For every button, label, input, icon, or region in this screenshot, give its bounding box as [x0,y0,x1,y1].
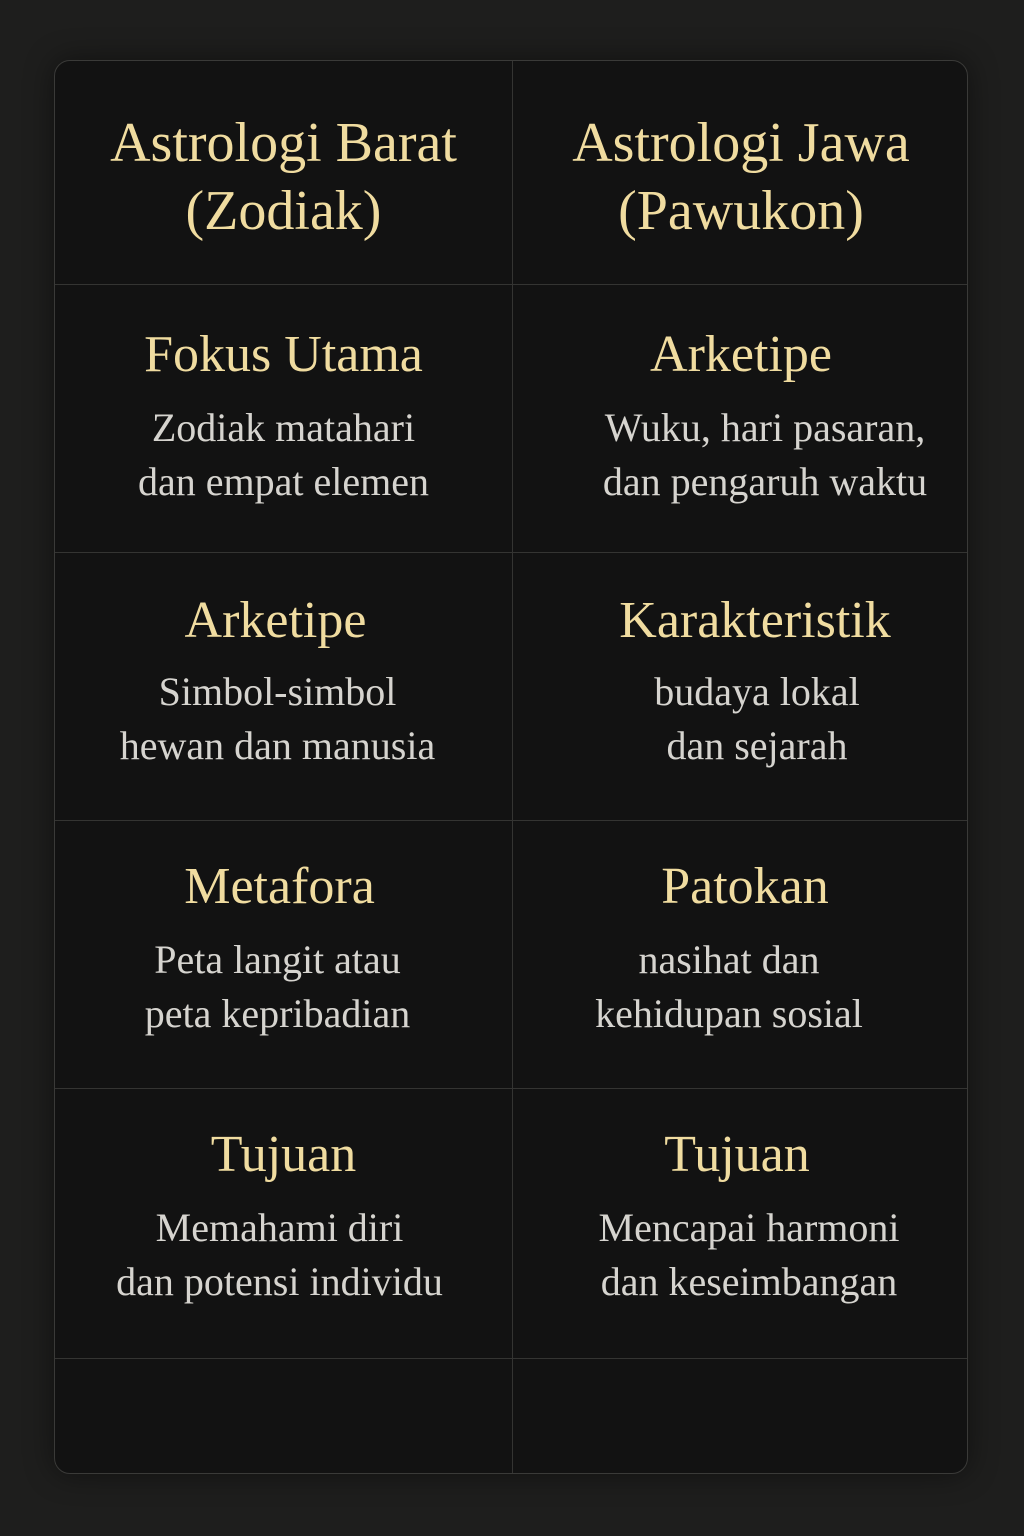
row-title: Karakteristik [619,592,891,649]
empty-cell-javanese [513,1359,968,1474]
comparison-table [54,60,968,1474]
row-description-line: kehidupan sosial [595,991,863,1036]
row-title: Metafora [184,858,375,915]
header-cell-javanese [513,61,968,284]
row-title: Tujuan [664,1126,810,1183]
header-cell-western [55,61,513,284]
table-row [55,821,967,1089]
table-cell-western [55,1089,513,1358]
row-description-line: peta kepribadian [144,991,411,1036]
row-description-line: Wuku, hari pasaran, [604,405,926,450]
row-description-line: Peta langit atau [154,937,401,982]
empty-row [55,1359,967,1474]
row-description-line: dan empat elemen [138,459,429,504]
row-description [501,933,957,1041]
table-cell-western [55,553,513,820]
row-description [521,1201,968,1309]
row-description [54,1201,508,1309]
header-title-javanese-line2: (Pawukon) [618,180,864,242]
header-title-western [55,109,512,245]
row-description-line: dan potensi individu [116,1259,443,1304]
header-title-javanese [513,109,968,245]
row-description-line: budaya lokal [654,669,860,714]
row-title: Patokan [661,858,829,915]
table-cell-javanese [513,821,968,1088]
table-cell-javanese [513,285,968,552]
row-description-line: Mencapai harmoni [598,1205,900,1250]
header-title-western-line2: (Zodiak) [185,180,382,242]
table-cell-javanese [513,1089,968,1358]
row-description-line: Zodiak matahari [151,405,416,450]
row-description [54,665,506,773]
row-title: Arketipe [184,592,367,649]
table-cell-western [55,821,513,1088]
table-row [55,285,967,553]
row-description-line: dan pengaruh waktu [602,459,928,504]
row-description-line: hewan dan manusia [119,723,436,768]
row-description-line: Simbol-simbol [158,669,397,714]
row-description-line: dan keseimbangan [600,1259,898,1304]
row-title: Fokus Utama [144,326,423,383]
empty-cell-western [55,1359,513,1474]
row-description-line: Memahami diri [155,1205,404,1250]
row-description [55,401,512,509]
table-cell-javanese [513,553,968,820]
table-cell-western [55,285,513,552]
table-row [55,1089,967,1359]
table-header-row [55,61,967,285]
table-row [55,553,967,821]
row-description-line: dan sejarah [666,723,848,768]
row-description [529,665,968,773]
header-title-western-line1: Astrologi Barat [110,112,457,174]
row-description-line: nasihat dan [638,937,820,982]
row-title: Arketipe [650,326,832,383]
row-title: Tujuan [210,1126,357,1183]
header-title-javanese-line1: Astrologi Jawa [572,112,910,174]
row-description [537,401,968,509]
row-description [54,933,506,1041]
